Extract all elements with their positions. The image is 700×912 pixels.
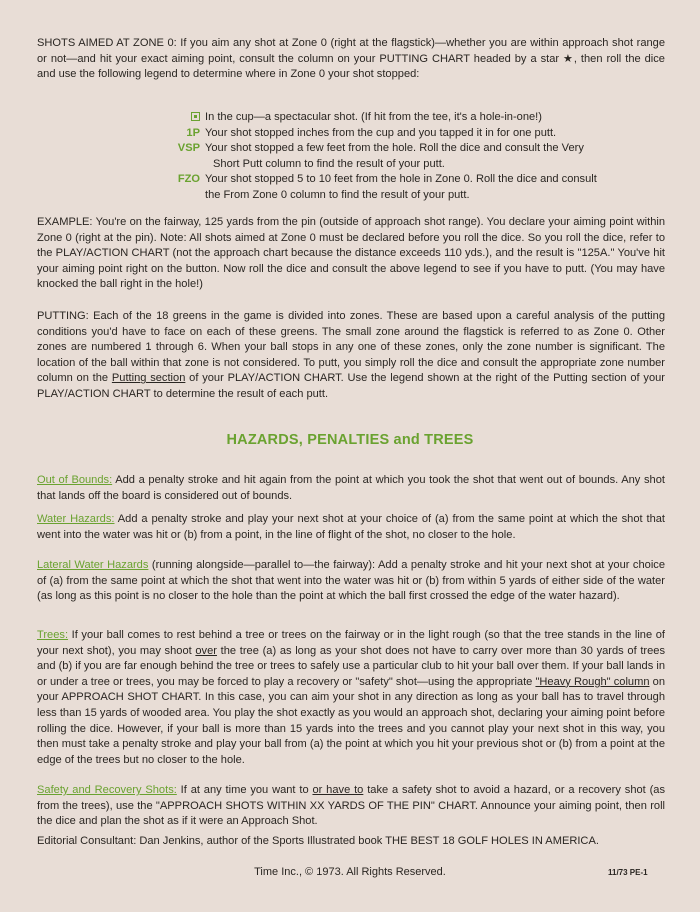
- star-icon: ★: [563, 52, 574, 65]
- legend-key: [170, 110, 205, 126]
- legend-text: In the cup—a spectacular shot. (If hit from the tee, it's a hole-in-one!): [205, 111, 542, 123]
- zone0-lead: SHOTS AIMED AT ZONE 0: If you aim any shot at Zone 0 (right at the flagstick)—whether you are within approach shot range or not—and hit your exact aiming point, consult the column on your PUTTING CHART headed by a star: [37, 37, 665, 65]
- section-heading: HAZARDS, PENALTIES and TREES: [226, 432, 474, 448]
- legend-key: 1P: [186, 126, 200, 139]
- zone0-paragraph: [37, 36, 665, 83]
- water-hazards-title: Water Hazards:: [37, 513, 115, 525]
- legend-key: VSP: [177, 142, 200, 155]
- legend-key: FZO: [177, 173, 200, 186]
- legend-text-cont: the From Zone 0 column to find the result of your putt.: [205, 188, 470, 201]
- legend-item-cont: [170, 157, 665, 173]
- copyright: Time Inc., © 1973. All Rights Reserved.: [254, 866, 446, 878]
- safety-title: Safety and Recovery Shots:: [37, 784, 177, 796]
- legend-item: [170, 126, 665, 142]
- trees-paragraph: Trees: If your ball comes to rest behind a tree or trees on the fairway or in the light rough (so that the tree stands in the line of your next shot), you may shoot over the tree (a) as long as your shot does not have to carry over more than 30 yards of trees and (b) if you are far enough behind the tree or trees to safely use a particular club to hit your ball over them. If your ball lands in or under a tree or trees, you may be forced to play a recovery or "safety" shot—using the appropriate "Heavy Rough" column on your APPROACH SHOT CHART. In this case, you can aim your shot in any direction as long as your ball has to travel through less than 15 yards of wooded area. You play the shot exactly as you would an approach shot, declaring your aiming point before rolling the dice. However, if your ball is more than 15 yards into the trees and you cannot play your next shot in this way, you then must take a penalty stroke and play your ball from (a) the point at which you hit your previous shot or (b) from a point at the edge of the trees but no closer to the hole.: [37, 629, 665, 766]
- legend-text: Your shot stopped inches from the cup and you tapped it in for one putt.: [205, 126, 557, 139]
- page-code: 11/73 PE-1: [608, 868, 648, 877]
- zone0-legend: [170, 110, 665, 204]
- legend-item: [170, 172, 665, 188]
- legend-text-cont: Short Putt column to find the result of your putt.: [213, 157, 445, 170]
- cup-icon: [191, 112, 200, 121]
- safety-paragraph: Safety and Recovery Shots: If at any time you want to or have to take a safety shot to avoid a hazard, or a recovery shot (as from the trees), use the "APPROACH SHOTS WITHIN XX YARDS OF THE PIN" CHART. Announce your aiming point, then roll the dice and plan the shot as if it were an Approach Shot.: [37, 784, 665, 828]
- zone0-tail: , then roll the dice and use the following legend to determine where in Zone 0 your shot stopped:: [37, 52, 665, 81]
- putting-section-link-text: Putting section: [111, 372, 186, 385]
- legend-text: Your shot stopped 5 to 10 feet from the hole in Zone 0. Roll the dice and consult: [205, 173, 597, 186]
- legend-item: [170, 141, 665, 157]
- editorial-consultant: Editorial Consultant: Dan Jenkins, author of the Sports Illustrated book THE BEST 18 GOLF HOLES IN AMERICA.: [37, 835, 599, 847]
- lateral-water-paragraph: Lateral Water Hazards (running alongside—parallel to—the fairway): Add a penalty stroke and hit your next shot at your choice of (a) from the same point at which the shot that went into the water was hit or (b) from within 5 yards of either side of the water (as long as this point is no closer to the hole than the point at which the ball first crossed the edge of the water hazard).: [37, 559, 665, 603]
- putting-paragraph: PUTTING: Each of the 18 greens in the game is divided into zones. These are based upon a careful analysis of the putting conditions you'd have to face on each of these greens. The small zone around the flagstick is referred to as Zone 0. Other zones are numbered 1 through 6. When your ball stops in any one of these zones, only the zone number is significant. The location of the ball within that zone is not considered. To putt, you simply roll the dice and consult the appropriate zone number column on the Putting section of your PLAY/ACTION CHART. Use the legend shown at the right of the Putting section of your PLAY/ACTION CHART to determine the result of each putt.: [37, 310, 665, 400]
- out-of-bounds-title: Out of Bounds:: [37, 474, 113, 486]
- lateral-water-title: Lateral Water Hazards: [37, 559, 149, 571]
- legend-item: [170, 110, 665, 126]
- legend-item-cont: [170, 188, 665, 204]
- legend-text: Your shot stopped a few feet from the hole. Roll the dice and consult the Very: [205, 142, 584, 155]
- out-of-bounds-paragraph: Out of Bounds: Add a penalty stroke and hit again from the point at which you took the shot that went out of bounds. Any shot that lands off the board is considered out of bounds.: [37, 474, 665, 502]
- trees-title: Trees:: [37, 629, 69, 641]
- water-hazards-paragraph: Water Hazards: Add a penalty stroke and play your next shot at your choice of (a) from the same point at which the shot that went into the water was hit or (b) from a point, in the line of flight of the shot, no closer to the hole.: [37, 513, 666, 541]
- example-paragraph: EXAMPLE: You're on the fairway, 125 yards from the pin (outside of approach shot range). You declare your aiming point within Zone 0 (right at the pin). Note: All shots aimed at Zone 0 must be declared before you roll the dice. So you roll the dice, refer to the PLAY/ACTION CHART (not the approach chart because the distance exceeds 110 yds.), and the result is "125A." You've hit your aiming point right on the button. Now roll the dice and consult the above legend to see if you have to putt. (You may have knocked the ball right in the hole!): [37, 216, 665, 291]
